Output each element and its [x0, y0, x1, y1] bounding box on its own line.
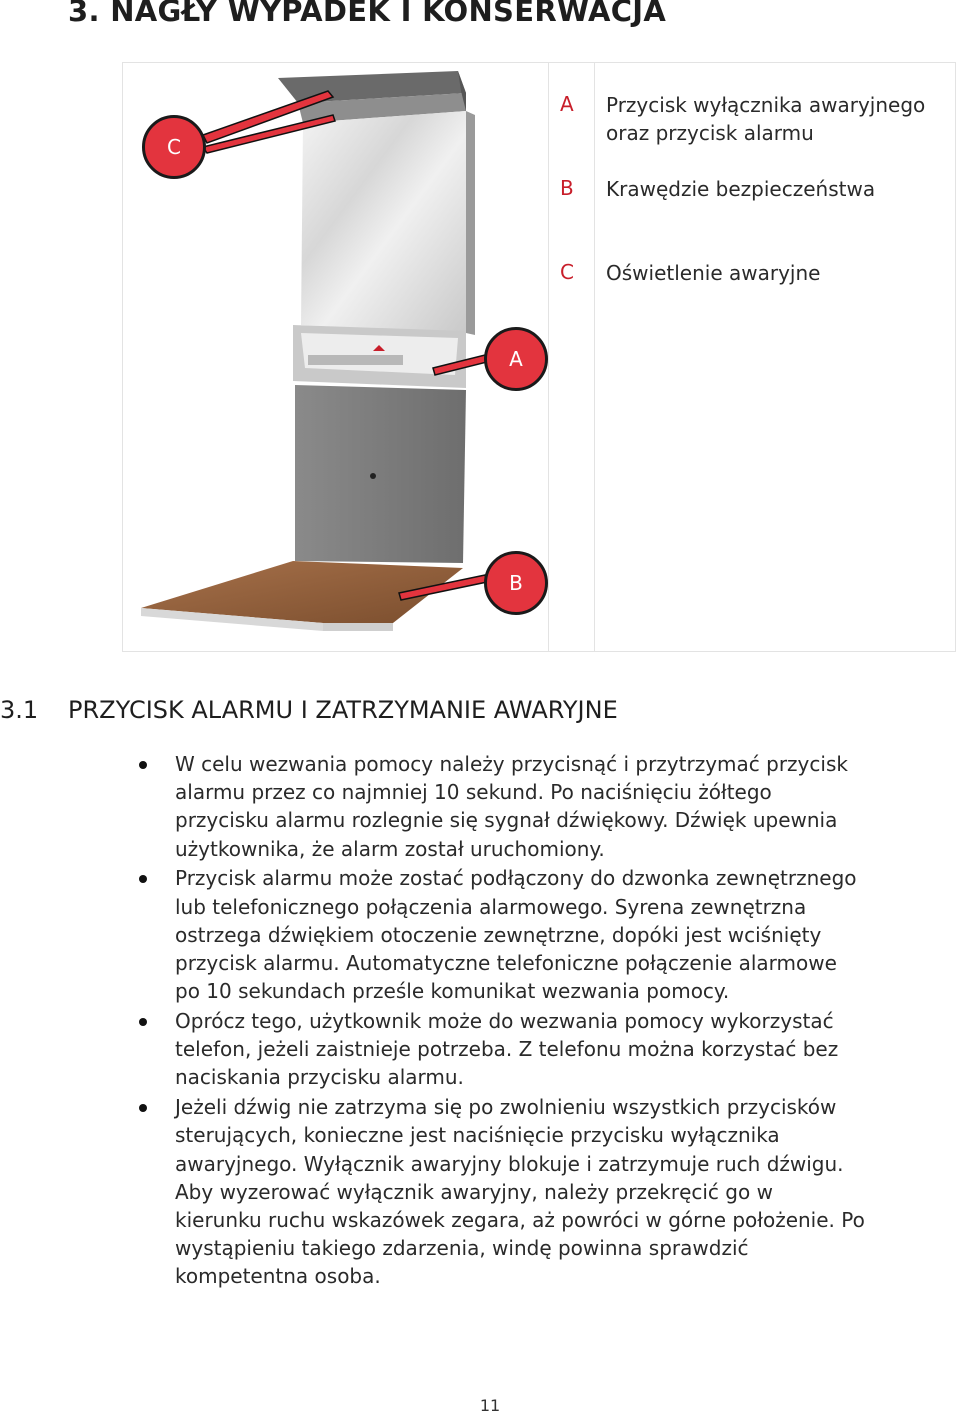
list-item — [175, 750, 865, 863]
list-item — [175, 864, 865, 1005]
legend-text-c: Oświetlenie awaryjne — [606, 261, 821, 285]
table-divider — [548, 62, 549, 652]
callout-c: C — [142, 115, 206, 179]
section-title: PRZYCISK ALARMU I ZATRZYMANIE AWARYJNE — [68, 696, 618, 724]
legend-letter-b: B — [560, 176, 574, 200]
chapter-heading: 3. NAGŁY WYPADEK I KONSERWACJA — [68, 0, 667, 28]
page-number: 11 — [479, 1396, 501, 1415]
bullet-list — [175, 750, 865, 1292]
bullet-icon — [139, 875, 147, 883]
list-item-text: Przycisk alarmu może zostać podłączony do dzwonka zewnętrznego lub telefonicznego połączenia alarmowego. Syrena zewnętrzna ostrzega dźwiękiem otoczenie zewnętrzne, dopóki jest wciśnięty przycisk alarmu. Automatyczne telefoniczne połączenie alarmowe po 10 sekundach prześle komunikat wezwania pomocy. — [175, 866, 857, 1004]
list-item — [175, 1093, 865, 1290]
list-item-text: Jeżeli dźwig nie zatrzyma się po zwolnieniu wszystkich przycisków sterujących, konieczne jest naciśnięcie przycisku wyłącznika awaryjnego. Wyłącznik awaryjny blokuje i zatrzymuje ruch dźwigu. Aby wyzerować wyłącznik awaryjny, należy przekręcić go w kierunku ruchu wskazówek zegara, aż powróci w górne położenie. Po wystąpieniu takiego zdarzenia, windę powinna sprawdzić kompetentna osoba. — [175, 1095, 865, 1289]
callout-a: A — [484, 327, 548, 391]
legend-text-a: Przycisk wyłącznika awaryjnego oraz przycisk alarmu — [606, 93, 926, 145]
list-item-text: W celu wezwania pomocy należy przycisnąć i przytrzymać przycisk alarmu przez co najmniej 10 sekund. Po naciśnięciu żółtego przycisku alarmu rozlegnie się sygnał dźwiękowy. Dźwięk upewnia użytkownika, że alarm został uruchomiony. — [175, 752, 848, 861]
section-number: 3.1 — [0, 696, 39, 724]
control-buttons — [308, 355, 403, 365]
side-wall — [295, 385, 466, 563]
legend-text-b: Krawędzie bezpieczeństwa — [606, 177, 876, 201]
mirror-panel — [301, 111, 466, 333]
callout-b: B — [484, 551, 548, 615]
legend-letter-a: A — [560, 92, 574, 116]
bullet-icon — [139, 761, 147, 769]
section-heading — [0, 696, 700, 724]
list-item-text: Oprócz tego, użytkownik może do wezwania pomocy wykorzystać telefon, jeżeli zaistnieje potrzeba. Z telefonu można korzystać bez naciskania przycisku alarmu. — [175, 1009, 839, 1090]
table-divider — [594, 62, 595, 652]
bullet-icon — [139, 1104, 147, 1112]
list-item — [175, 1007, 865, 1092]
legend-letter-c: C — [560, 260, 574, 284]
bullet-icon — [139, 1018, 147, 1026]
